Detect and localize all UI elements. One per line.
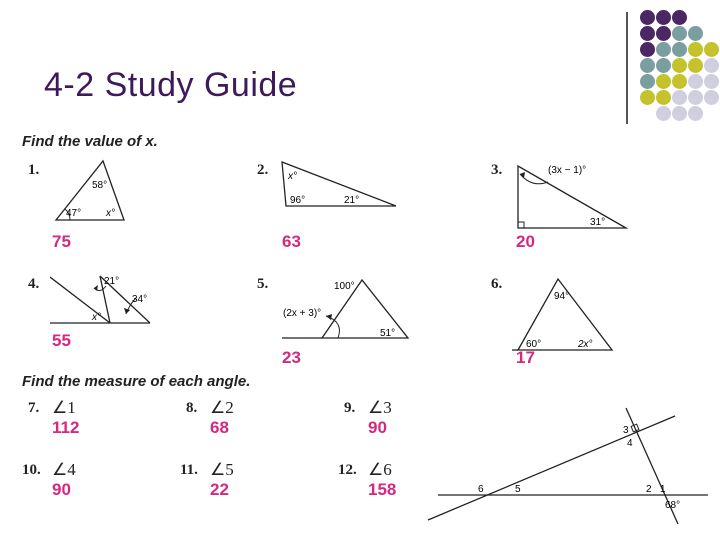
problem-number: 3. xyxy=(491,162,503,178)
problem-number: 12. xyxy=(338,462,357,478)
angle-name: ∠2 xyxy=(210,398,234,417)
problem-number: 1. xyxy=(28,162,40,178)
triangle-figure-2 xyxy=(278,158,403,210)
answer: 23 xyxy=(282,348,301,367)
angle-label: 34° xyxy=(132,294,148,305)
problem-number: 4. xyxy=(28,276,40,292)
decorative-dot xyxy=(672,26,687,41)
decorative-dot xyxy=(672,90,687,105)
angle-label: 21° xyxy=(344,195,360,206)
decorative-dot xyxy=(672,106,687,121)
angle-label: 1 xyxy=(660,484,666,495)
problem-number: 10. xyxy=(22,462,41,478)
angle-label: 4 xyxy=(627,438,633,449)
angle-name: ∠1 xyxy=(52,398,76,417)
decorative-dot xyxy=(688,42,703,57)
triangle-figure-6 xyxy=(512,275,617,355)
decorative-dot xyxy=(640,90,655,105)
triangle-figure-1 xyxy=(48,155,132,225)
section1-instruction: Find the value of x. xyxy=(22,133,158,150)
angle-label: 47° xyxy=(66,208,82,219)
decorative-dot xyxy=(656,90,671,105)
problem-number: 11. xyxy=(180,462,198,478)
angle-label: 2x° xyxy=(578,339,593,350)
answer: 90 xyxy=(368,418,387,437)
problem-number: 5. xyxy=(257,276,269,292)
page-title: 4-2 Study Guide xyxy=(44,66,298,104)
angle-label: x° xyxy=(288,171,297,182)
answer: 17 xyxy=(516,348,535,367)
angle-label: 96° xyxy=(290,195,306,206)
decorative-dot xyxy=(704,74,719,89)
angle-label: x° xyxy=(92,312,101,323)
angle-name: ∠4 xyxy=(52,460,76,479)
angle-name: ∠6 xyxy=(368,460,392,479)
angle-label: (2x + 3)° xyxy=(283,308,322,319)
divider-line xyxy=(626,12,628,124)
answer: 75 xyxy=(52,232,71,251)
decorative-dot xyxy=(688,58,703,73)
decorative-dot xyxy=(640,42,655,57)
answer: 158 xyxy=(368,480,397,499)
angle-label: (3x − 1)° xyxy=(548,165,587,176)
problem-number: 6. xyxy=(491,276,503,292)
intersecting-lines-figure xyxy=(420,400,715,530)
decorative-dot xyxy=(640,10,655,25)
decorative-dot xyxy=(704,58,719,73)
angle-name: ∠3 xyxy=(368,398,392,417)
triangle-figure-3 xyxy=(512,158,632,232)
decorative-dot xyxy=(656,10,671,25)
decorative-dot xyxy=(656,26,671,41)
decorative-dot xyxy=(640,26,655,41)
answer: 55 xyxy=(52,331,71,350)
decorative-dot xyxy=(688,26,703,41)
decorative-dot xyxy=(688,106,703,121)
problem-number: 2. xyxy=(257,162,269,178)
angle-label: 21° xyxy=(104,276,120,287)
angle-label: 58° xyxy=(92,180,108,191)
decorative-dot xyxy=(704,42,719,57)
decorative-dot xyxy=(656,58,671,73)
decorative-dot xyxy=(688,74,703,89)
angle-label: x° xyxy=(106,208,115,219)
decorative-dot xyxy=(672,10,687,25)
angle-name: ∠5 xyxy=(210,460,234,479)
angle-label: 94° xyxy=(554,291,570,302)
angle-label: 60° xyxy=(526,339,542,350)
decorative-dot xyxy=(672,42,687,57)
answer: 20 xyxy=(516,232,535,251)
decorative-dot xyxy=(656,74,671,89)
angle-label: 100° xyxy=(334,281,355,292)
decorative-dot xyxy=(640,58,655,73)
angle-label: 31° xyxy=(590,217,606,228)
decorative-dot xyxy=(656,106,671,121)
decorative-dot xyxy=(704,90,719,105)
decorative-dot xyxy=(672,58,687,73)
problem-number: 8. xyxy=(186,400,198,416)
triangle-figure-5 xyxy=(282,276,412,344)
angle-label: 51° xyxy=(380,328,396,339)
problem-number: 7. xyxy=(28,400,40,416)
angle-label: 3 xyxy=(623,425,629,436)
answer: 90 xyxy=(52,480,71,499)
problem-number: 9. xyxy=(344,400,356,416)
answer: 22 xyxy=(210,480,229,499)
decorative-dot xyxy=(640,74,655,89)
answer: 63 xyxy=(282,232,301,251)
angle-label: 6 xyxy=(478,484,484,495)
answer: 112 xyxy=(52,418,80,437)
angle-label: 2 xyxy=(646,484,652,495)
decorative-dot xyxy=(656,42,671,57)
answer: 68 xyxy=(210,418,229,437)
angle-label: 5 xyxy=(515,484,521,495)
decorative-dot xyxy=(688,90,703,105)
triangle-figure-4 xyxy=(50,272,160,327)
decorative-dot xyxy=(672,74,687,89)
section2-instruction: Find the measure of each angle. xyxy=(22,373,251,390)
angle-label: 68° xyxy=(665,500,681,511)
